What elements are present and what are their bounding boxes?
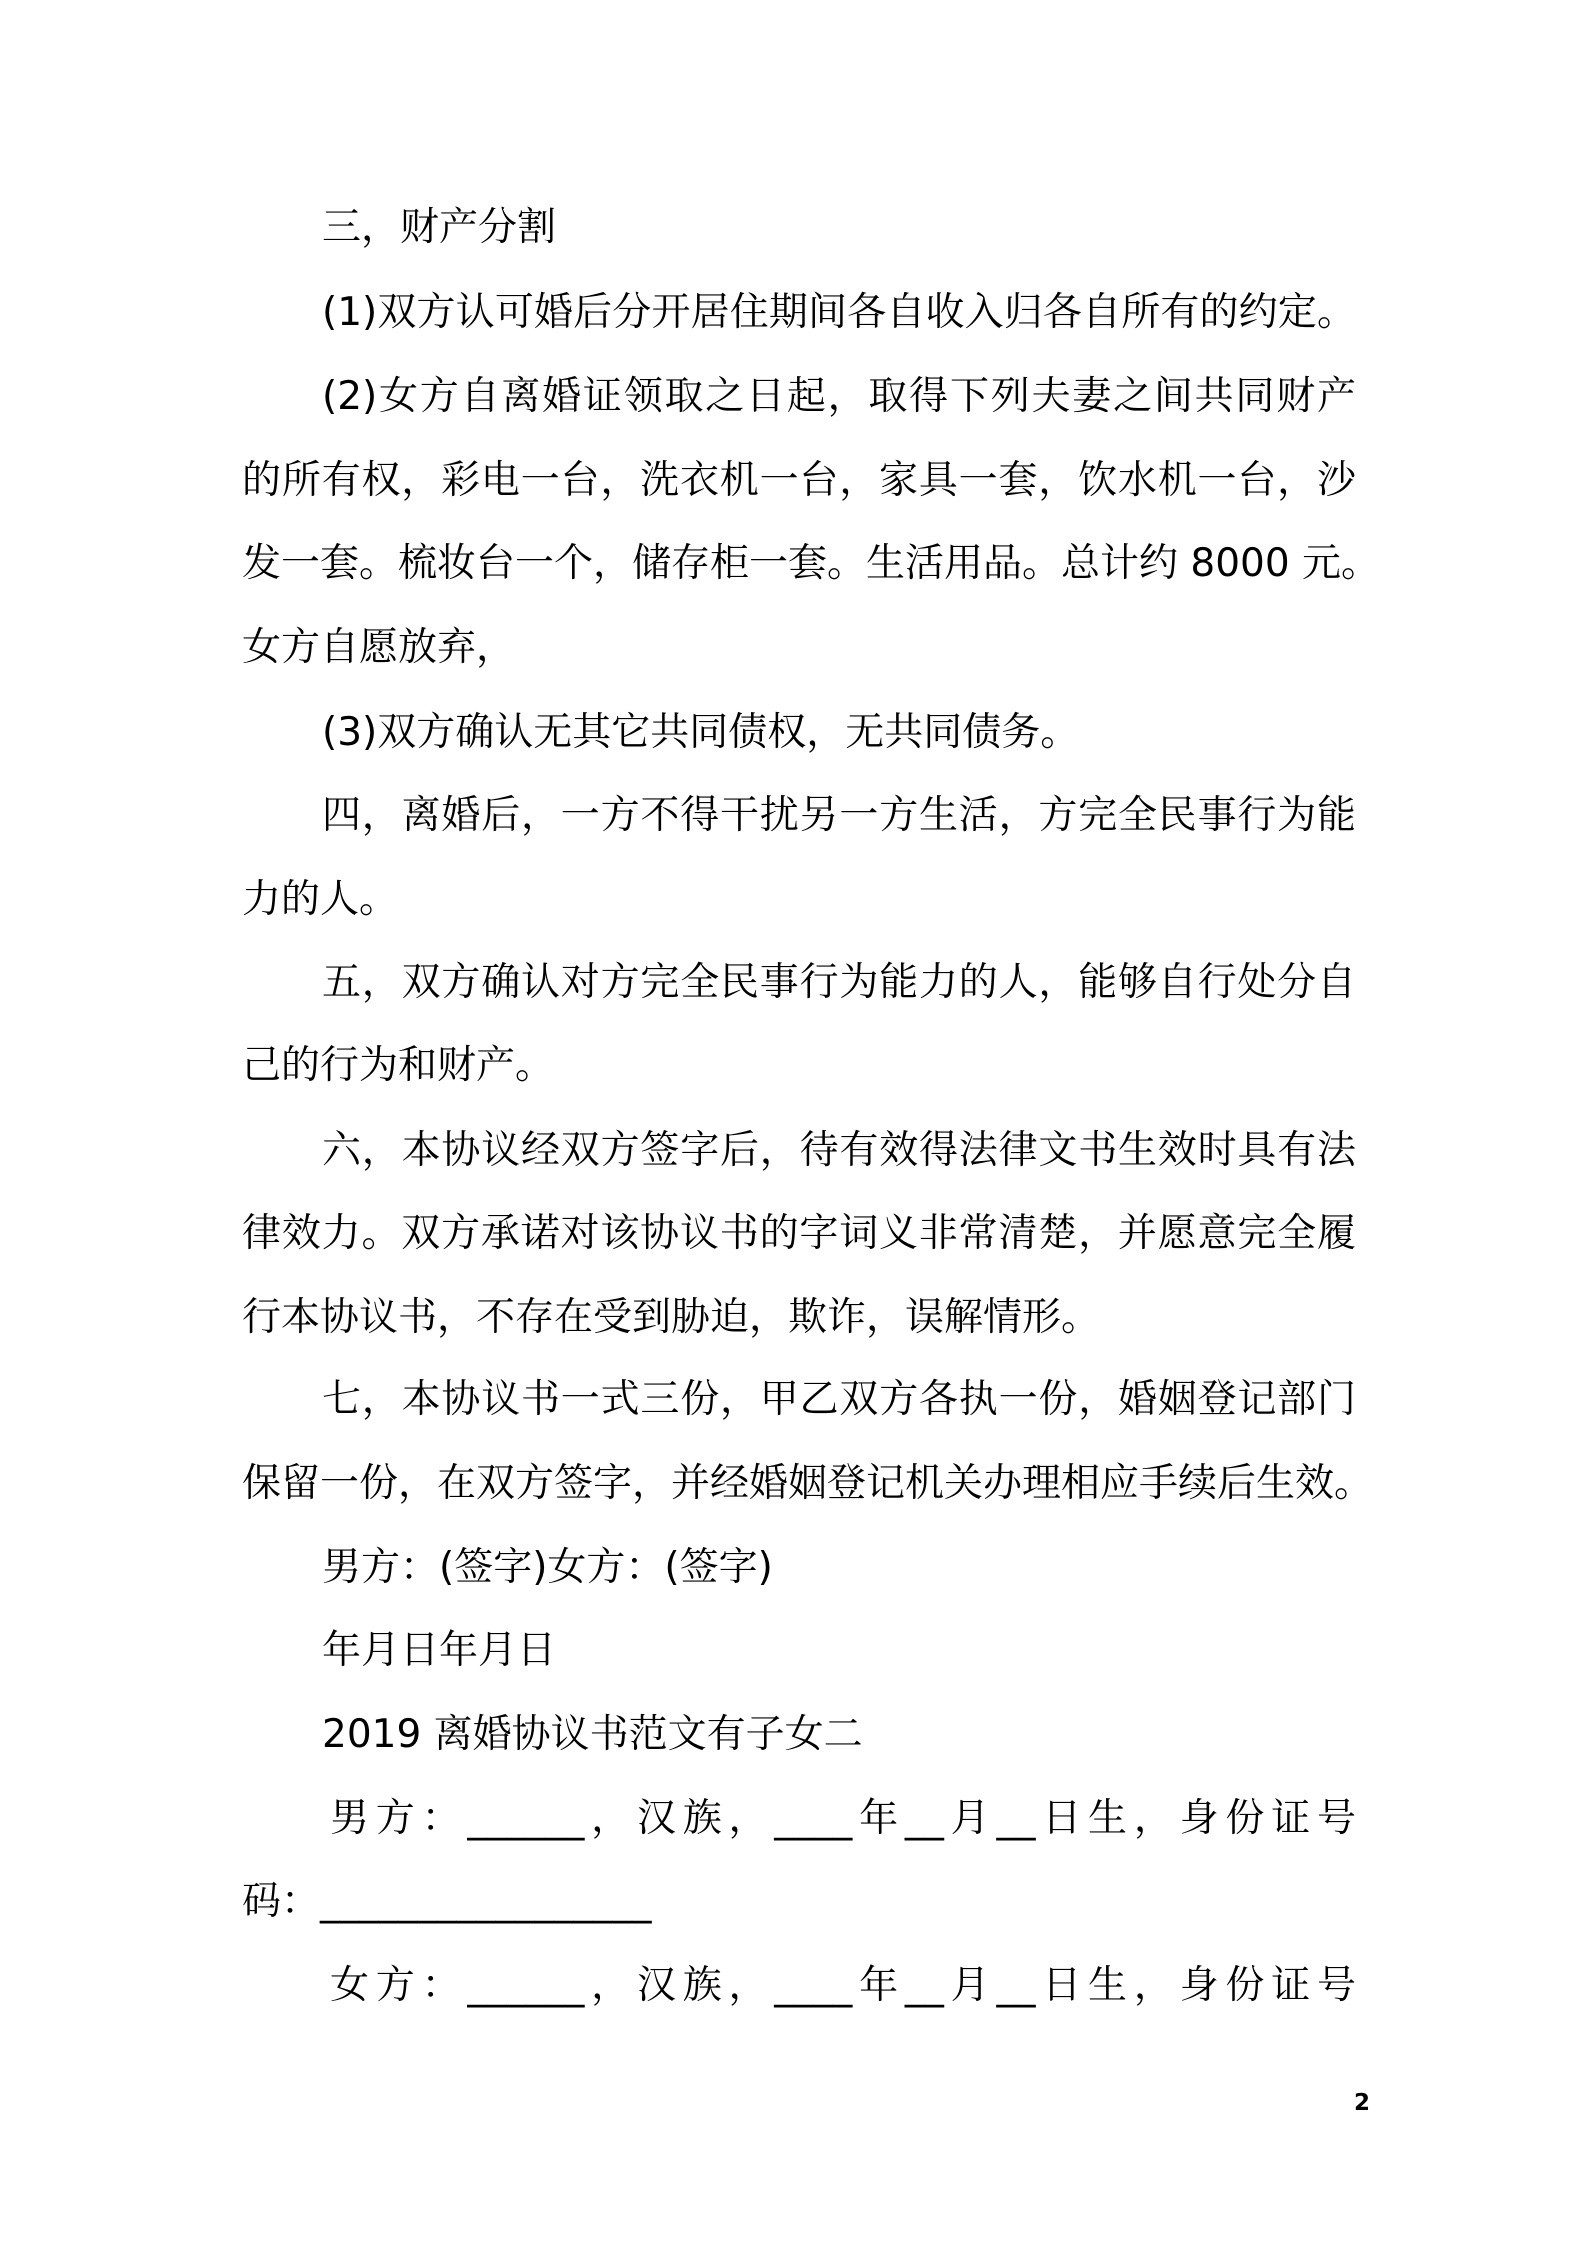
paragraph-line: 保留一份，在双方签字，并经婚姻登记机关办理相应手续后生效。: [242, 1461, 1374, 1506]
paragraph-line: 发一套。梳妆台一个，储存柜一套。生活用品。总计约 8000 元。: [242, 541, 1381, 586]
date-line: 年月日年月日: [322, 1628, 557, 1673]
paragraph-line: (3)双方确认无其它共同债权，无共同债务。: [322, 710, 1080, 755]
paragraph-line: 女方自愿放弃，: [242, 625, 516, 670]
paragraph-line: 五，双方确认对方完全民事行为能力的人，能够自行处分自: [322, 960, 1356, 1005]
form-line-wife: 女方：______，汉族，____年__月__日生，身份证号: [330, 1963, 1356, 2008]
form-line-id-number: 码：_________________: [242, 1879, 652, 1924]
paragraph-line: 行本协议书，不存在受到胁迫，欺诈，误解情形。: [242, 1295, 1101, 1340]
paragraph-line: (1)双方认可婚后分开居住期间各自收入归各自所有的约定。: [322, 290, 1356, 335]
form-line-husband: 男方：______，汉族，____年__月__日生，身份证号: [330, 1796, 1356, 1841]
paragraph-line: 六，本协议经双方签字后，待有效得法律文书生效时具有法: [322, 1128, 1356, 1173]
section-heading-property-division: 三，财产分割: [322, 205, 557, 250]
page-number: 2: [1353, 2090, 1370, 2116]
subtitle-heading: 2019 离婚协议书范文有子女二: [322, 1712, 863, 1757]
paragraph-line: (2)女方自离婚证领取之日起，取得下列夫妻之间共同财产: [322, 374, 1356, 419]
paragraph-line: 的所有权，彩电一台，洗衣机一台，家具一套，饮水机一台，沙: [242, 458, 1356, 503]
signature-line: 男方：(签字)女方：(签字): [322, 1545, 773, 1590]
paragraph-line: 四，离婚后，一方不得干扰另一方生活，方完全民事行为能: [322, 793, 1356, 838]
paragraph-line: 己的行为和财产。: [242, 1043, 555, 1088]
paragraph-line: 力的人。: [242, 877, 399, 922]
paragraph-line: 七，本协议书一式三份，甲乙双方各执一份，婚姻登记部门: [322, 1377, 1356, 1422]
paragraph-line: 律效力。双方承诺对该协议书的字词义非常清楚，并愿意完全履: [242, 1211, 1356, 1256]
